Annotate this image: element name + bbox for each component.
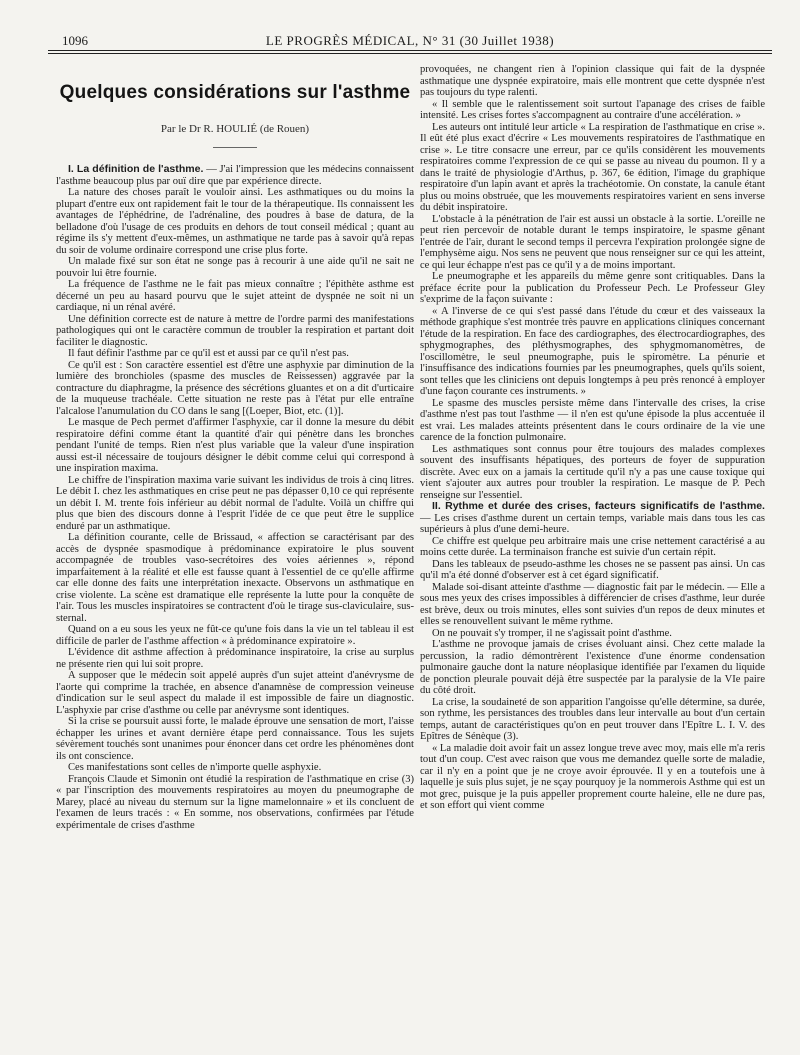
paragraph — [56, 475, 414, 533]
paragraph-text: La crise, la soudaineté de son apparition l'angoisse qu'elle détermine, sa durée, son rythme, les persistances des troubles dans leur intervalle au bout d'un certain temps, autant de caractéristiques qu'on en peut trouver dans l'Epître L. I. V. des Epîtres de Sénèque (3). — [420, 696, 765, 742]
section-heading: I. La définition de l'asthme. — [68, 163, 204, 175]
paragraph-text: Le pneumographe et les appareils du même genre sont critiquables. Dans la préface écrite pour la publication du Professeur Pech. Le Professeur Gley s'exprime de la façon suivante : — [420, 271, 765, 305]
paragraph-text: Les auteurs ont intitulé leur article « La respiration de l'asthmatique en crise ». Il eût été plus exact d'écrire « Les mouvements respiratoires de l'asthmatique en crise ». Le titre consacre une erreur, par ce qu'ils considèrent les mouvements respiratoires comme l'expression de ce qui se passe au niveau du poumon. Il y a dans le traité de physiologie d'Arthus, p. 367, 6e édition, l'image du graphique respiratoire d'un lapin avant et après la trachéotomie. On constate, la canule étant plus ou moins obstruée, que les mouvements respiratoires varient en sens inverse du débit inspiratoire. — [420, 121, 765, 213]
paragraph-text: Ces manifestations sont celles de n'importe quelle asphyxie. — [68, 762, 322, 773]
left-column — [56, 0, 414, 831]
section-heading: II. Rythme et durée des crises, facteurs significatifs de l'asthme. — [432, 500, 765, 512]
paragraph — [56, 532, 414, 624]
paragraph — [56, 279, 414, 314]
paragraph — [420, 559, 765, 582]
paragraph — [56, 256, 414, 279]
paragraph — [420, 628, 765, 640]
paragraph-text: — J'ai l'impression que les médecins connaissent l'asthme beaucoup plus par ouï dire que par expérience directe. — [56, 164, 414, 187]
paragraph — [56, 348, 414, 360]
paragraph-text: La nature des choses paraît le vouloir ainsi. Les asthmatiques ou du moins la plupart d'entre eux ont rapidement fait le tour de la thérapeutique. Ils connaissent les avantages de l'éphédrine, de l'adrénaline, des poudres à base de datura, de la belladone d'où l'usage de ces produits en dehors de tout conseil médical ; quant au régime ils s'y mettent d'eux-mêmes, un asthmatique ne tarde pas à savoir qu'à repas du soir de volume ordinaire correspond une crise plus forte. — [56, 187, 414, 256]
paragraph — [56, 314, 414, 349]
paragraph-text: Les asthmatiques sont connus pour être toujours des malades complexes souvent des insuffisants hépatiques, des porteurs de foyer de suppuration discrète. Avec eux on a jamais la certitude qu'il n'y a pas une cause toxique qui vient s'ajouter aux autres pour troubler la respiration. Le masque de P. Pech renseigne sur l'essentiel. — [420, 443, 765, 501]
paragraph — [420, 743, 765, 812]
paragraph-text: L'asthme ne provoque jamais de crises évoluant ainsi. Chez cette malade la percussion, la radio démontrèrent l'existence d'une énorme condensation pulmonaire gauche dont la nature néoplasique identifiée par l'examen du liquide de ponction pleurale pouvait déjà être suspectée par la paralysie de la VIe paire du côté droit. — [420, 639, 765, 696]
paragraph — [420, 582, 765, 628]
article-title: Quelques considérations sur l'asthme — [59, 82, 411, 103]
paragraph-text: Quand on a eu sous les yeux ne fût-ce qu'une fois dans la vie un tel tableau il est difficile de parler de l'asthme affection « à prédominance expiratoire ». — [56, 624, 414, 647]
paragraph-text: Si la crise se poursuit aussi forte, le malade éprouve une sensation de mort, l'aisse échapper les urines et avant dernière étape perd connaissance. Tous les sujets sévèrement touchés sont unanimes pour énoncer dans cet ordre les phénomènes dont ils ont conscience. — [56, 716, 414, 762]
paragraph — [56, 762, 414, 774]
paragraph-text: Ce chiffre est quelque peu arbitraire mais une crise nettement caractérisé a au moins cette durée. La terminaison franche est suivie d'un certain répit. — [420, 535, 765, 558]
paragraph-text: Une définition correcte est de nature à mettre de l'ordre parmi des manifestations pathologiques qui ont le caractère commun de troubler la respiration et partant doit faciliter le diagnostic. — [56, 313, 414, 348]
paragraph — [420, 444, 765, 502]
paragraph — [56, 670, 414, 716]
right-column — [420, 0, 765, 812]
paragraph — [56, 164, 414, 187]
paragraph-text: Un malade fixé sur son état ne songe pas à recourir à une aide qu'il ne sait ne pouvoir lui être fournie. — [56, 256, 414, 279]
paragraph-text: « La maladie doit avoir fait un assez longue treve avec moy, mais elle m'a reris tout d'un coup. C'est avec raison que vous me demandez quelle sorte de maladie, car il n'y en a point que je ne croye avoir éprouvée. Il y en a toutefois une à laquelle je suis plus sujet, je ne sçay pourquoy je la nommerois Asthme qui est un mot grec, puisque je la puis appeller proprement courte haleine, elle ne dure pas, et son effort qui vient comme — [420, 742, 765, 811]
paragraph-text: — Les crises d'asthme durent un certain temps, variable mais dans tous les cas supérieurs à plus d'une demi-heure. — [420, 512, 765, 535]
paragraph-text: La définition courante, celle de Brissaud, « affection se caractérisant par des accès de dyspnée spasmodique à prédominance expiratoire le plus souvent accompagnée de troubles vaso-secrétoires des voies aériennes », répond imparfaitement à la réalité et elle est fausse quant à l'essentiel de ce qu'elle affirme car elle donne des faits une interprétation inexacte. Observons un asthmatique en crise violente. La scène est dramatique elle représente la lutte pour la conquête de l'air. Tous les muscles inspiratoires se contractent d'où le tirage sus-claviculaire, sus-sternal. — [56, 532, 414, 624]
paragraph-text: « A l'inverse de ce qui s'est passé dans l'étude du cœur et des vaisseaux la méthode graphique s'est montrée très pauvre en applications cliniques concernant l'étude de la respiration. En face des cardiographes, des électrocardiographes, des sphygmographes, des pléthysmographes, des sphygmomanomètres, de l'oscillomètre, le seul pneumographe, puis le spiromètre. La pénurie et l'insuffisance des indications fournies par les pneumographes, quels qu'ils soient, sont telles que les cliniciens ont depuis longtemps à peu près renoncé à employer d'une façon courante ces instruments. » — [420, 305, 765, 397]
paragraph — [420, 214, 765, 272]
paragraph — [56, 417, 414, 475]
paragraph — [420, 306, 765, 398]
paragraph — [56, 187, 414, 256]
paragraph-text: « Il semble que le ralentissement soit surtout l'apanage des crises de faible intensité. Les crises fortes s'accompagnent au contraire d'une accélération. » — [420, 98, 765, 121]
paragraph — [56, 774, 414, 832]
paragraph — [420, 501, 765, 536]
paragraph-text: Le spasme des muscles persiste même dans l'intervalle des crises, la crise d'asthme n'est pas tout l'asthme — il n'en est qu'une épisode la plus accentuée il est vrai. Les malades atteints présentent dans le cours ordinaire de la vie une carence de la fonction pulmonaire. — [420, 397, 765, 443]
page-number: 1096 — [62, 33, 88, 48]
paragraph — [56, 716, 414, 762]
title-separator — [213, 147, 257, 148]
paragraph — [420, 64, 765, 99]
paragraph — [420, 122, 765, 214]
paragraph-text: Il faut définir l'asthme par ce qu'il est et aussi par ce qu'il n'est pas. — [68, 348, 349, 359]
paragraph-text: Le chiffre de l'inspiration maxima varie suivant les individus de trois à cinq litres. Le débit I. chez les asthmatiques en crise peut ne pas dépasser 0,10 ce qui représente un débit I. M. trente fois inférieur au débit normal de l'adulte. Voilà un chiffre qui plus que bien des discours donne à l'esprit l'idée de ce que peut être le supplice enduré par un asthmatique. — [56, 474, 414, 532]
paragraph-text: François Claude et Simonin ont étudié la respiration de l'asthmatique en crise (3) « par l'inscription des mouvements respiratoires au moyen du pneumographe de Marey, placé au niveau du sternum sur la ligne mamelonnaire » et ils concluent de l'examen de leurs tracés : « En somme, nos observations, confirmées par l'étude expérimentale de crises d'asthme — [56, 773, 414, 831]
paragraph — [420, 99, 765, 122]
paragraph-text: Le masque de Pech permet d'affirmer l'asphyxie, car il donne la mesure du débit respiratoire défini comme étant la quantité d'air qui pénètre dans les bronches pendant l'unité de temps. Rien n'est plus variable que la valeur d'une inspiration aussi est-il nécessaire de toujours désigner le débit comme celui qui correspond à une inspiration maxima. — [56, 417, 414, 474]
paragraph — [420, 697, 765, 743]
paragraph — [420, 271, 765, 306]
paragraph-text: Malade soi-disant atteinte d'asthme — diagnostic fait par le médecin. — Elle a sous mes yeux des crises impossibles à différencier de crises d'asthme, leur durée est brève, deux ou trois minutes, elles sont suivies d'un repos de deux minutes et elles se renouvellent suivant le même rythme. — [420, 581, 765, 627]
right-column-text — [420, 64, 765, 812]
paragraph-text: provoquées, ne changent rien à l'opinion classique qui fait de la dyspnée asthmatique une dyspnée expiratoire, mais elle montrent que cette dyspnée n'est pas toujours du type ralenti. — [420, 64, 765, 98]
paragraph — [420, 398, 765, 444]
running-title: LE PROGRÈS MÉDICAL, N° 31 (30 Juillet 1938) — [265, 33, 555, 48]
left-column-text — [56, 164, 414, 831]
paragraph — [56, 647, 414, 670]
paragraph — [420, 536, 765, 559]
paragraph-text: La fréquence de l'asthme ne le fait pas mieux connaître ; l'épithète asthme est décerné un peu au hasard pourvu que le sujet atteint de dyspnée ne soit ni un cardiaque, ni un rénal avéré. — [56, 279, 414, 313]
article-byline: Par le Dr R. HOULIÉ (de Rouen) — [160, 123, 310, 135]
paragraph-text: L'évidence dit asthme affection à prédominance inspiratoire, la crise au surplus ne présente rien qui lui soit propre. — [56, 647, 414, 670]
paragraph — [420, 639, 765, 697]
paragraph-text: Dans les tableaux de pseudo-asthme les choses ne se passent pas ainsi. Un cas qu'il m'a été donné d'observer est à cet égard significatif. — [420, 558, 765, 581]
paragraph-text: L'obstacle à la pénétration de l'air est aussi un obstacle à la sortie. L'oreille ne peut rien percevoir de notable durant le temps inspiratoire, le spasme gênant l'entrée de l'air, durant le second temps il percevra l'expiration prolongée signe de l'emphysème aigu. Nos sens ne peuvent que nous renseigner sur ce qui les atteint, ce qui leur échappe n'est pas ce qu'il y a de moins important. — [420, 213, 765, 271]
paragraph — [56, 360, 414, 418]
paragraph — [56, 624, 414, 647]
paragraph-text: A supposer que le médecin soit appelé auprès d'un sujet atteint d'anévrysme de l'aorte qui comprime la trachée, en absence d'anamnèse de compression veineuse d'indication sur le seul aspect du malade il est impossible de faire un diagnostic. L'asphyxie par crise d'asthme ou celle par anévrysme sont identiques. — [56, 670, 414, 716]
paragraph-text: Ce qu'il est : Son caractère essentiel est d'être une asphyxie par diminution de la lumière des bronchioles (spasme des muscles de Reissessen) aggravée par la contracture du diaphragme, la présence des sécrétions gluantes et on a dit d'urticaire de la muqueuse trachéale. Cette situation ne reste pas à l'état pur elle entraîne l'alcalose l'anumulation du CO dans le sang [(Loeper, Biot, etc. (1)]. — [56, 359, 414, 417]
paragraph-text: On ne pouvait s'y tromper, il ne s'agissait point d'asthme. — [432, 627, 672, 639]
